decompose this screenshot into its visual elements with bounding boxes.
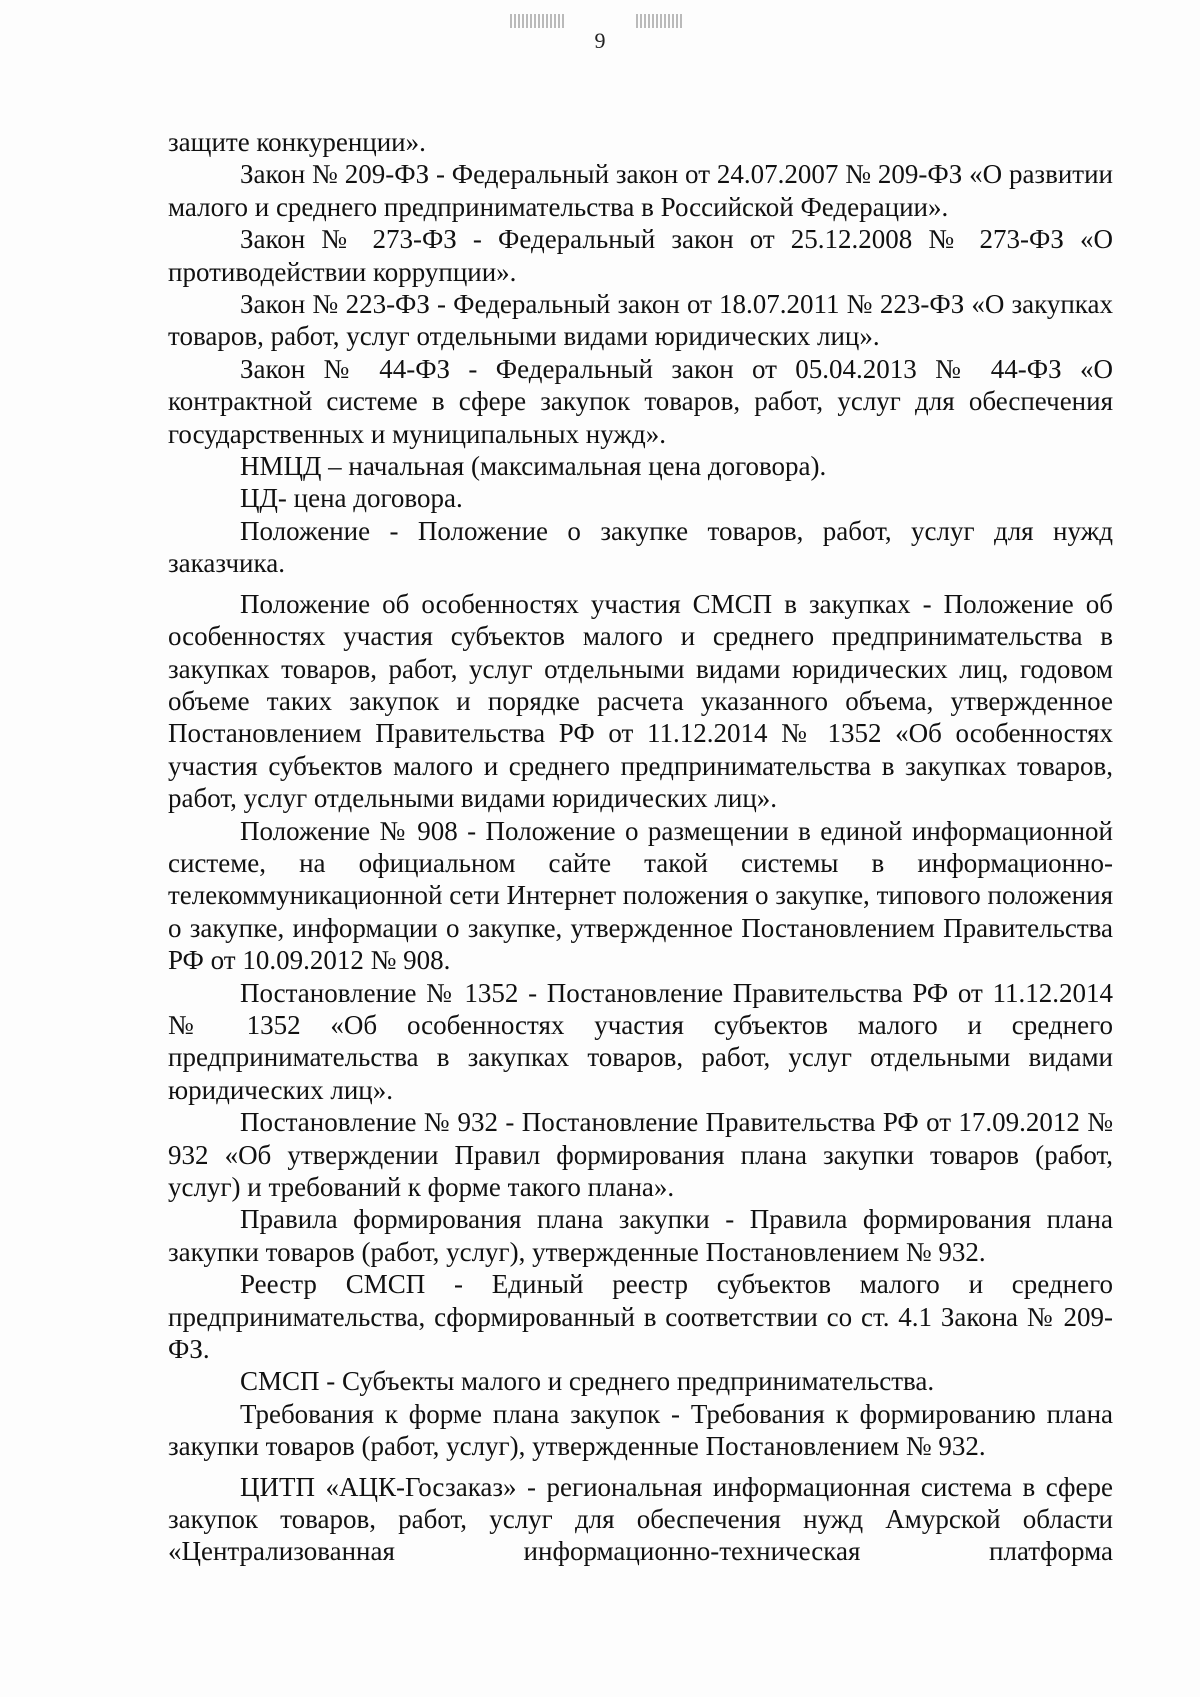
paragraph: ЦИТП «АЦК-Госзаказ» - региональная информационная система в сфере закупок товаров, работ, услуг для обеспечения нужд Амурской области «Централизованная информационно-техническая платформа xyxy=(168,1471,1113,1567)
scan-artifact xyxy=(510,14,564,28)
document-body xyxy=(168,126,1113,1568)
page-number: 9 xyxy=(594,28,606,53)
paragraph: Постановление № 932 - Постановление Правительства РФ от 17.09.2012 № 932 «Об утверждении Правил формирования плана закупки товаров (работ, услуг) и требований к форме такого плана». xyxy=(168,1107,1113,1202)
scan-artifact xyxy=(636,14,684,28)
paragraph: НМЦД – начальная (максимальная цена договора). xyxy=(240,451,827,482)
paragraph: Закон № 209-ФЗ - Федеральный закон от 24.07.2007 № 209-ФЗ «О развитии малого и среднего предпринимательства в Российской Федерации». xyxy=(168,159,1113,222)
paragraph: Реестр СМСП - Единый реестр субъектов малого и среднего предпринимательства, сформированный в соответствии со ст. 4.1 Закона № 209-ФЗ. xyxy=(168,1269,1113,1365)
paragraph: Постановление № 1352 - Постановление Правительства РФ от 11.12.2014 № 1352 «Об особенностях участия субъектов малого и среднего предпринимательства в закупках товаров, работ, услуг отдельными видами юридических лиц». xyxy=(168,977,1113,1105)
paragraph: Правила формирования плана закупки - Правила формирования плана закупки товаров (работ, услуг), утвержденные Постановлением № 932. xyxy=(168,1204,1113,1267)
paragraph: ЦД- цена договора. xyxy=(240,483,463,514)
paragraph: Положение № 908 - Положение о размещении в единой информационной системе, на официальном сайте такой системы в информационно-телекоммуникационной сети Интернет положения о закупке, типового положения о закупке, информации о закупке, утвержденное Постановлением Правительства РФ от 10.09.2012 № 908. xyxy=(168,815,1113,976)
paragraph: Положение об особенностях участия СМСП в закупках - Положение об особенностях участия субъектов малого и среднего предпринимательства в закупках товаров, работ, услуг отдельными видами юридических лиц, годовом объеме таких закупок и порядке расчета указанного объема, утвержденное Постановлением Правительства РФ от 11.12.2014 № 1352 «Об особенностях участия субъектов малого и среднего предпринимательства в закупках товаров, работ, услуг отдельными видами юридических лиц». xyxy=(168,588,1113,814)
paragraph: Положение - Положение о закупке товаров, работ, услуг для нужд заказчика. xyxy=(168,515,1113,579)
paragraph: Требования к форме плана закупок - Требования к формированию плана закупки товаров (работ, услуг), утвержденные Постановлением № 932. xyxy=(168,1398,1113,1462)
paragraph: Закон № 223-ФЗ - Федеральный закон от 18.07.2011 № 223-ФЗ «О закупках товаров, работ, услуг отдельными видами юридических лиц». xyxy=(168,289,1113,352)
paragraph: защите конкуренции». xyxy=(168,127,426,157)
paragraph: Закон № 273-ФЗ - Федеральный закон от 25.12.2008 № 273-ФЗ «О противодействии коррупции». xyxy=(168,224,1113,287)
paragraph: Закон № 44-ФЗ - Федеральный закон от 05.04.2013 № 44-ФЗ «О контрактной системе в сфере закупок товаров, работ, услуг для обеспечения государственных и муниципальных нужд». xyxy=(168,353,1113,449)
paragraph: СМСП - Субъекты малого и среднего предпринимательства. xyxy=(240,1366,935,1397)
